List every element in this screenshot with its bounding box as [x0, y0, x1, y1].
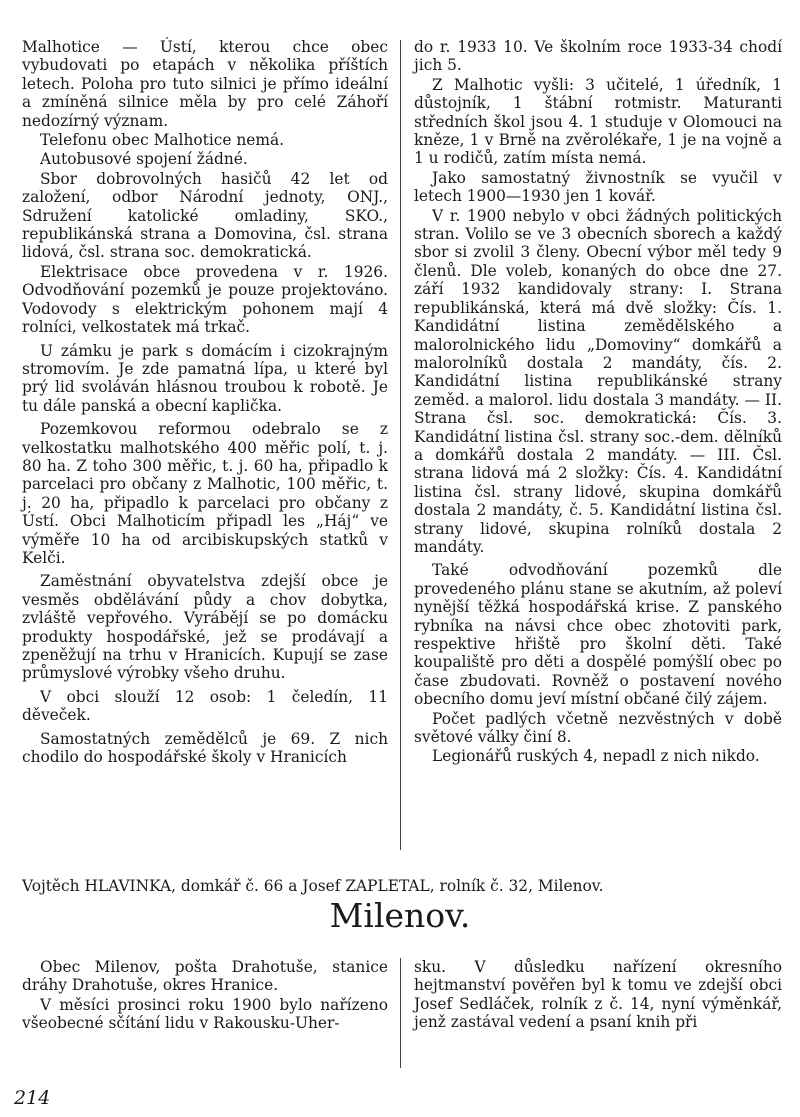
column-divider — [400, 40, 401, 850]
paragraph: Také odvodňování pozemků dle provedeného plánu stane se akutním, až poleví nynější těžká hospodářská krise. Z panského rybníka na návsi chce obec zhotoviti park, respektive hřiště pro školní děti. Také koupaliště pro děti a dospělé pomýšlí obec po čase zbudovati. Rovněž o postavení nového obecního domu jeví místní občané čilý zájem. — [414, 561, 782, 709]
paragraph: V měsíci prosinci roku 1900 bylo nařízeno všeobecné sčítání lidu v Rakousku-Uher- — [22, 995, 388, 1033]
paragraph: Pozemkovou reformou odebralo se z velkostatku malhotského 400 měřic polí, t. j. 80 ha. Z toho 300 měřic, t. j. 60 ha, připadlo k parcelaci pro občany z Malhotic, 100 měřic, t. j. 20 ha, připadlo k parcelaci pro občany z Ústí. Obci Malhoticím připadl les „Háj“ ve výměře 10 ha od arcibiskupských statků v Kelči. — [22, 420, 388, 567]
paragraph: do r. 1933 10. Ve školním roce 1933-34 chodí jich 5. — [414, 38, 782, 75]
left-column-bottom — [22, 958, 388, 1034]
right-column-bottom — [414, 958, 782, 1033]
paragraph: sku. V důsledku nařízení okresního hejtmanství pověřen byl k tomu ve zdejší obci Josef Sedláček, rolník z č. 14, nyní výměnkář, jenž zastával vedení a psaní knih při — [414, 958, 782, 1032]
paragraph: Zaměstnání obyvatelstva zdejší obce je vesměs obdělávání půdy a chov dobytka, zvláště vepřového. Vyrábějí se po domácku produkty hospodářské, jež se prodávají a zpeněžují na trhu v Hranicích. Kupují se zase průmyslové výrobky všeho druhu. — [22, 572, 388, 683]
paragraph: Telefonu obec Malhotice nemá. — [40, 131, 285, 150]
paragraph: Autobusové spojení žádné. — [40, 150, 248, 169]
paragraph: Počet padlých včetně nezvěstných v době světové války činí 8. — [414, 709, 782, 747]
paragraph: Malhotice — Ústí, kterou chce obec vybudovati po etapách v několika příštích letech. Poloha pro tuto silnici je přímo ideální a zmíněná silnice měla by pro celé Záhoří nedozírný význam. — [22, 38, 388, 130]
author-byline: Vojtěch HLAVINKA, domkář č. 66 a Josef ZAPLETAL, rolník č. 32, Milenov. — [22, 877, 604, 895]
paragraph: Jako samostatný živnostník se vyučil v letech 1900—1930 jen 1 kovář. — [414, 168, 782, 206]
column-divider — [400, 958, 401, 1068]
right-column-top — [414, 38, 782, 767]
paragraph: Z Malhotic vyšli: 3 učitelé, 1 úředník, 1 důstojník, 1 štábní rotmistr. Maturanti středních škol jsou 4. 1 studuje v Olomouci na kněze, 1 v Brně na zvěrolékaře, 1 je na vojně a 1 u rodičů, zatím místa nemá. — [414, 75, 782, 168]
paragraph: Elektrisace obce provedena v r. 1926. Odvodňování pozemků je pouze projektováno. Vodovody s elektrickým pohonem mají 4 rolníci, velkostatek má trkač. — [22, 262, 388, 337]
paragraph: Obec Milenov, pošta Drahotuše, stanice dráhy Drahotuše, okres Hranice. — [22, 958, 388, 995]
paragraph: V r. 1900 nebylo v obci žádných politických stran. Volilo se ve 3 obecních sborech a každý sbor si zvolil 3 členy. Obecní výbor měl tedy 9 členů. Dle voleb, konaných do obce dne 27. září 1932 kandidovaly strany: I. Strana republikánská, která má dvě složky: Čís. 1. Kandidátní listina zemědělského a malorolnického lidu „Domoviny“ domkářů a malorolníků dostala 2 mandáty, čís. 2. Kandidátní listina republikánské strany zeměd. a malorol. lidu dostala 3 mandáty. — II. Strana čsl. soc. demokratická: Čís. 3. Kandidátní listina čsl. strany soc.-dem. dělníků a domkářů dostala 2 mandáty. — III. Čsl. strana lidová má 2 složky: Čís. 4. Kandidátní listina čsl. strany lidové, skupina domkářů dostala 2 mandáty, č. 5. Kandidátní listina čsl. strany lidové, skupina rolníků dostala 2 mandáty. — [414, 206, 782, 556]
left-column-top — [22, 38, 388, 767]
paragraph: U zámku je park s domácím i cizokrajným stromovím. Je zde pamatná lípa, u které byl prý lid svoláván hlásnou troubou k robotě. Je tu dále panská a obecní kaplička. — [22, 341, 388, 415]
section-title: Milenov. — [329, 896, 471, 935]
paragraph: Sbor dobrovolných hasičů 42 let od založení, odbor Národní jednoty, ONJ., Sdružení katolické omladiny, SKO., republikánská strana a Domovina, čsl. strana lidová, čsl. strana soc. demokratická. — [22, 169, 388, 262]
paragraph: Samostatných zemědělců je 69. Z nich chodilo do hospodářské školy v Hranicích — [22, 729, 388, 767]
page-number: 214 — [14, 1087, 51, 1109]
paragraph: V obci slouží 12 osob: 1 čeledín, 11 děveček. — [22, 687, 388, 725]
paragraph: Legionářů ruských 4, nepadl z nich nikdo. — [432, 747, 760, 766]
